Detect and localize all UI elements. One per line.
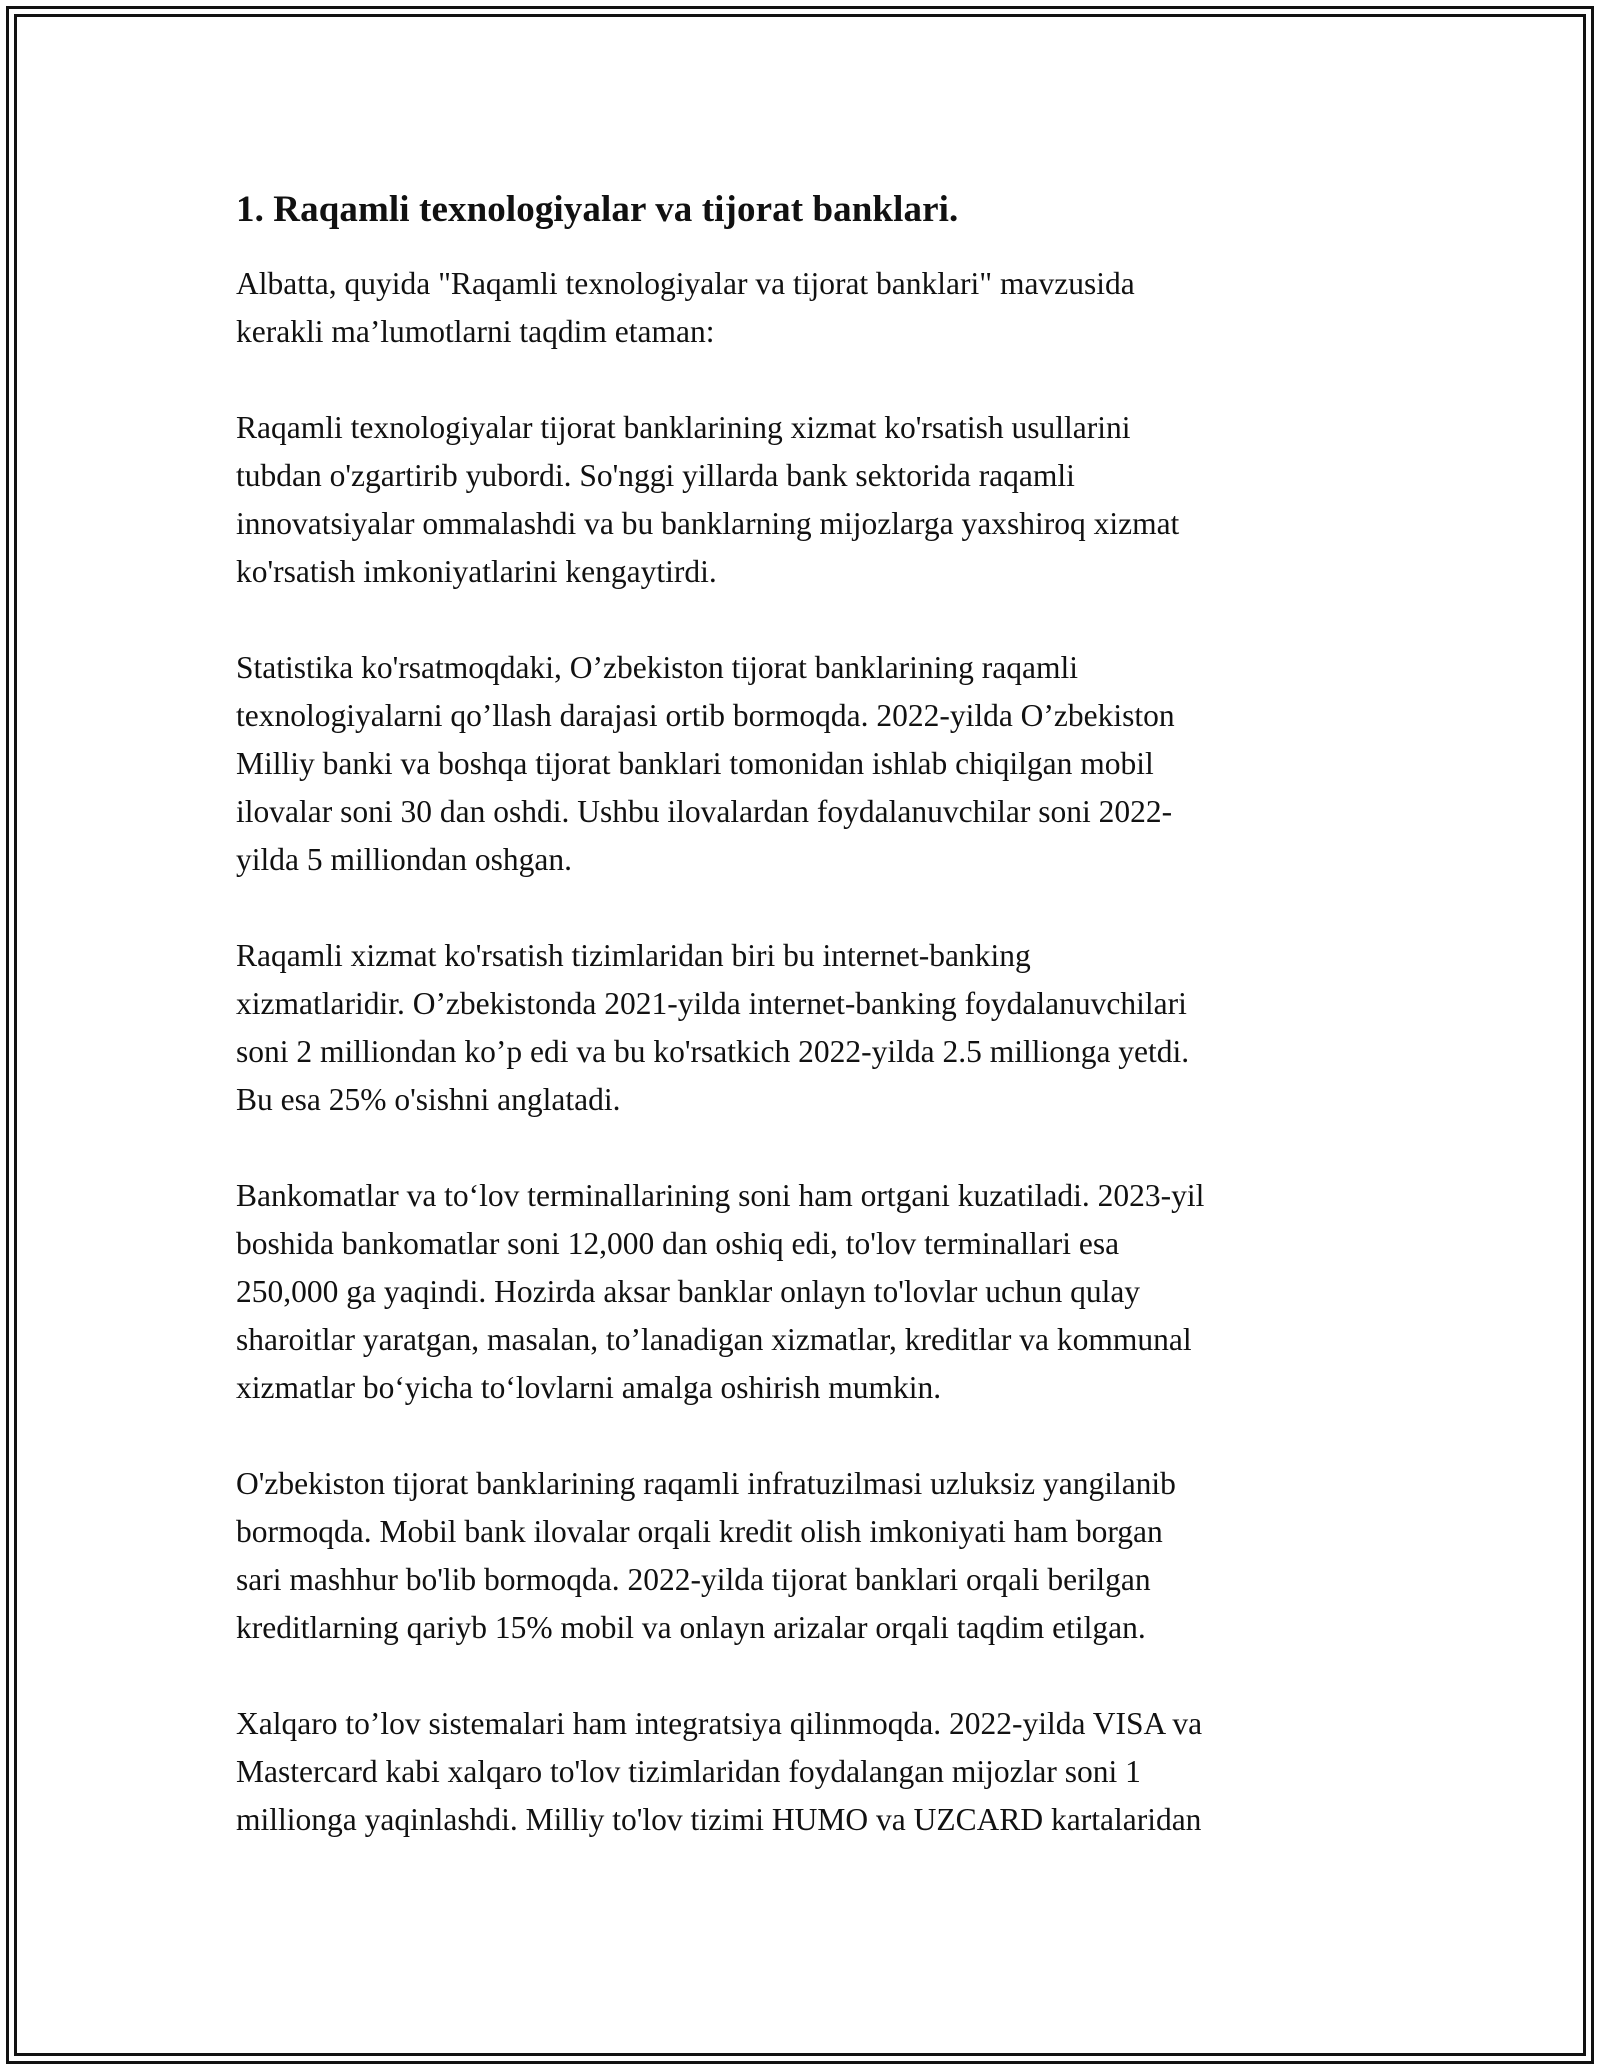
paragraph-atms-terminals: Bankomatlar va to‘lov terminallarining soni ham ortgani kuzatiladi. 2023-yil boshida bankomatlar soni 12,000 dan oshiq edi, to'lov terminallari esa 250,000 ga yaqindi. Hozirda aksar banklar onlayn to'lovlar uchun qulay sharoitlar yaratgan, masalan, to’lanadigan xizmatlar, kreditlar va kommunal xizmatlar bo‘yicha to‘lovlarni amalga oshirish mumkin. bbox=[236, 1178, 1205, 1405]
paragraph-intro: Albatta, quyida "Raqamli texnologiyalar va tijorat banklari" mavzusida kerakli ma’lumotlarni taqdim etaman: bbox=[236, 266, 1135, 349]
document-body bbox=[236, 186, 1366, 1892]
paragraph-internet-banking: Raqamli xizmat ko'rsatish tizimlaridan biri bu internet-banking xizmatlaridir. O’zbekistonda 2021-yilda internet-banking foydalanuvchilari soni 2 milliondan ko’p edi va bu ko'rsatkich 2022-yilda 2.5 millionga yetdi. Bu esa 25% o'sishni anglatadi. bbox=[236, 938, 1190, 1117]
paragraph-digital-transformation: Raqamli texnologiyalar tijorat banklarining xizmat ko'rsatish usullarini tubdan o'zgartirib yubordi. So'nggi yillarda bank sektorida raqamli innovatsiyalar ommalashdi va bu banklarning mijozlarga yaxshiroq xizmat ko'rsatish imkoniyatlarini kengaytirdi. bbox=[236, 410, 1180, 589]
paragraph-infrastructure: O'zbekiston tijorat banklarining raqamli infratuzilmasi uzluksiz yangilanib bormoqda. Mobil bank ilovalar orqali kredit olish imkoniyati ham borgan sari mashhur bo'lib bormoqda. 2022-yilda tijorat banklari orqali berilgan kreditlarning qariyb 15% mobil va onlayn arizalar orqali taqdim etilgan. bbox=[236, 1466, 1176, 1645]
paragraph-statistics: Statistika ko'rsatmoqdaki, O’zbekiston tijorat banklarining raqamli texnologiyalarni qo’llash darajasi ortib bormoqda. 2022-yilda O’zbekiston Milliy banki va boshqa tijorat banklari tomonidan ishlab chiqilgan mobil ilovalar soni 30 dan oshdi. Ushbu ilovalardan foydalanuvchilar soni 2022- yilda 5 milliondan oshgan. bbox=[236, 650, 1175, 877]
section-heading: 1. Raqamli texnologiyalar va tijorat banklari. bbox=[236, 189, 959, 230]
paragraph-international-payments: Xalqaro to’lov sistemalari ham integratsiya qilinmoqda. 2022-yilda VISA va Mastercard kabi xalqaro to'lov tizimlaridan foydalangan mijozlar soni 1 millionga yaqinlashdi. Milliy to'lov tizimi HUMO va UZCARD kartalaridan bbox=[236, 1706, 1203, 1837]
